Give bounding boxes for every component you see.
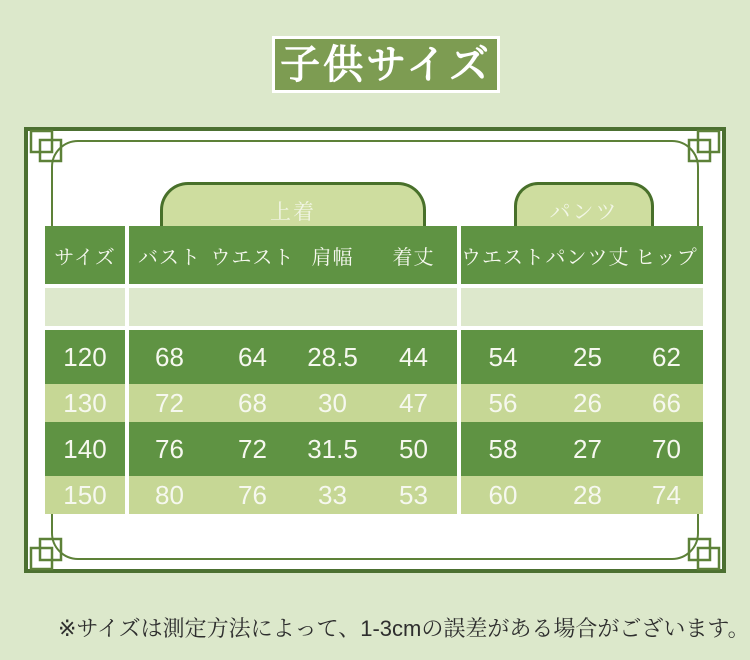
cell-length: 53	[399, 479, 428, 510]
table-header-row	[45, 226, 703, 284]
header-shoulder: 肩幅	[311, 246, 354, 269]
header-waist-top: ウエスト	[210, 246, 295, 269]
cell-waist-pants: 58	[488, 433, 518, 464]
cell-shoulder: 28.5	[307, 341, 358, 372]
cell-hip: 62	[652, 341, 681, 372]
cell-hip: 66	[652, 387, 681, 418]
cell-bust: 72	[155, 387, 184, 418]
cell-shoulder: 30	[318, 387, 347, 418]
table-row-130	[45, 384, 703, 422]
table-row-140	[45, 422, 703, 476]
cell-waist-top: 64	[238, 341, 267, 372]
header-waist-pants: ウエスト	[461, 246, 545, 269]
cell-shoulder: 31.5	[307, 433, 358, 464]
header-size: サイズ	[54, 246, 116, 269]
cell-size: 140	[63, 433, 107, 464]
cell-pants-length: 25	[573, 341, 602, 372]
header-hip: ヒップ	[635, 246, 698, 269]
spacer-cell	[461, 288, 545, 326]
cell-length: 50	[399, 433, 428, 464]
cell-size: 130	[63, 387, 107, 418]
title-banner	[272, 36, 500, 93]
cell-pants-length: 28	[573, 479, 602, 510]
cell-waist-top: 72	[238, 433, 267, 464]
tab-pants-label: パンツ	[549, 201, 619, 224]
cell-bust: 80	[155, 479, 184, 510]
spacer-cell	[295, 288, 370, 326]
corner-ornament-top-right	[689, 131, 719, 161]
spacer-cell	[545, 288, 630, 326]
cell-length: 44	[399, 341, 428, 372]
spacer-cell	[630, 288, 703, 326]
header-bust: バスト	[138, 246, 201, 269]
table-row-120	[45, 330, 703, 384]
cell-hip: 70	[652, 433, 681, 464]
size-table	[45, 226, 703, 514]
corner-ornament-bottom-right	[689, 539, 719, 569]
spacer-cell	[45, 288, 125, 326]
cell-pants-length: 26	[573, 387, 602, 418]
page-title: 子供サイズ	[280, 42, 492, 87]
header-pants-length: パンツ丈	[545, 246, 630, 269]
corner-ornament-bottom-left	[31, 539, 61, 569]
cell-waist-pants: 60	[488, 479, 518, 510]
spacer-cell	[210, 288, 295, 326]
cell-waist-pants: 56	[488, 387, 518, 418]
cell-hip: 74	[652, 479, 681, 510]
corner-ornament-top-left	[31, 131, 61, 161]
cell-pants-length: 27	[573, 433, 602, 464]
cell-shoulder: 33	[318, 479, 347, 510]
cell-bust: 68	[155, 341, 184, 372]
cell-length: 47	[399, 387, 428, 418]
tab-jacket-label: 上着	[270, 201, 316, 224]
header-length: 着丈	[392, 246, 435, 269]
spacer-cell	[129, 288, 210, 326]
cell-size: 150	[63, 479, 107, 510]
measurement-disclaimer: ※サイズは測定方法によって、1-3cmの誤差がある場合がございます。	[58, 616, 750, 641]
cell-waist-top: 68	[238, 387, 267, 418]
spacer-cell	[370, 288, 457, 326]
chart-card	[24, 127, 726, 573]
table-row-150	[45, 476, 703, 514]
cell-waist-top: 76	[238, 479, 267, 510]
cell-size: 120	[63, 341, 107, 372]
cell-bust: 76	[155, 433, 184, 464]
spacer-row	[45, 288, 703, 326]
cell-waist-pants: 54	[488, 341, 518, 372]
